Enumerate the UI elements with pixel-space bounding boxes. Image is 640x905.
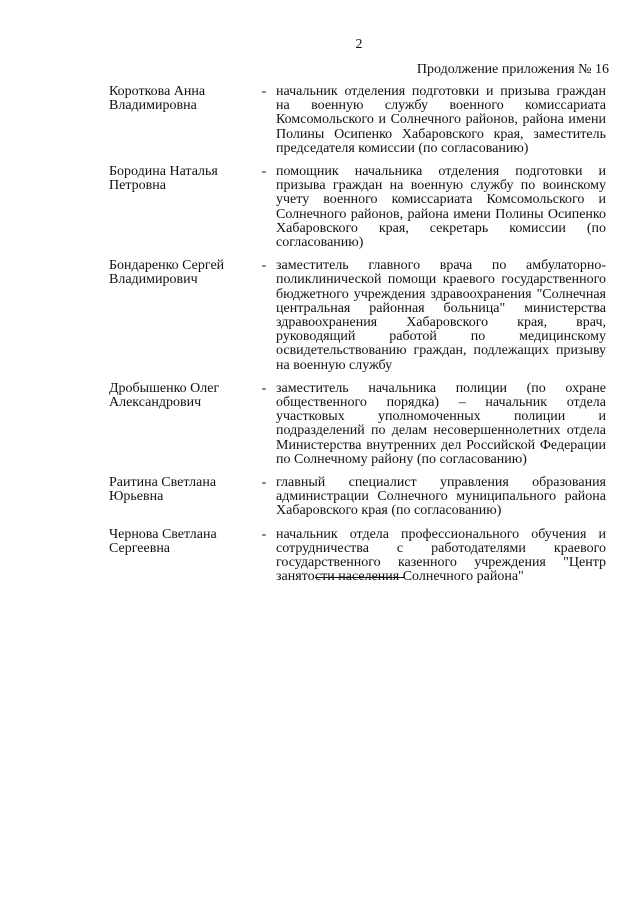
member-entry [109,165,606,250]
member-entry [109,476,606,519]
member-name [109,528,254,556]
member-position: начальник отделения подготовки и призыва граждан на военную службу военного комиссариата Комсомольского и Солнечного районов, района имени Полины Осипенко Хабаровского края, заместитель председателя комиссии (по согласованию) [276,84,606,156]
member-dash: - [261,84,267,99]
member-name [109,85,254,113]
member-surname-name: Дробышенко Олег [109,380,220,396]
commission-member-list [109,85,606,594]
member-dash: - [261,258,267,274]
member-surname-name: Бородина Наталья [109,164,218,180]
member-surname-name: Короткова Анна [109,84,206,99]
member-position: заместитель начальника полиции (по охране общественного порядка) – начальник отдела участковых уполномоченных полиции и подразделений по делам несовершеннолетних отдела Министерства внутренних дел Российской Федерации по Солнечному району (по согласованию) [276,380,606,467]
end-separator-line [315,577,404,578]
member-position: начальник отдела профессионального обучения и сотрудничества с работодателями краевого государственного казенного учреждения "Центр занятости населения Солнечного района" [276,526,606,585]
member-dash: - [261,475,267,491]
member-dash: - [261,380,267,396]
member-patronymic: Юрьевна [109,489,164,505]
member-name [109,382,254,410]
member-entry [109,382,606,467]
member-patronymic: Владимирович [109,272,198,288]
member-position: главный специалист управления образования администрации Солнечного муниципального района Хабаровского края (по согласованию) [276,475,606,519]
appendix-continuation-note: Продолжение приложения № 16 [416,62,609,77]
member-patronymic: Петровна [109,178,166,194]
member-surname-name: Раитина Светлана [109,475,217,491]
member-entry [109,528,606,585]
member-position: заместитель главного врача по амбулаторно-поликлинической помощи краевого государственного бюджетного учреждения здравоохранения "Солнечная центральная районная больница" министерства здравоохранения Хабаровского края, врач, руководящий работой по медицинскому освидетельствованию граждан, подлежащих призыву на военную службу [276,258,606,373]
member-name [109,165,254,193]
member-surname-name: Чернова Светлана [109,526,217,542]
member-surname-name: Бондаренко Сергей [109,258,225,274]
member-patronymic: Сергеевна [109,540,171,556]
page-number: 2 [355,37,363,52]
member-dash: - [261,164,267,180]
member-entry [109,85,606,156]
member-position: помощник начальника отделения подготовки и призыва граждан на военную службу по воинскому учету военного комиссариата Комсомольского и Солнечного районов, района имени Полины Осипенко Хабаровского края, секретарь комиссии (по согласованию) [276,164,606,251]
member-entry [109,259,606,373]
member-patronymic: Владимировна [109,98,197,114]
member-name [109,259,254,287]
member-dash: - [261,526,267,542]
member-patronymic: Александрович [109,395,202,411]
member-name [109,476,254,504]
